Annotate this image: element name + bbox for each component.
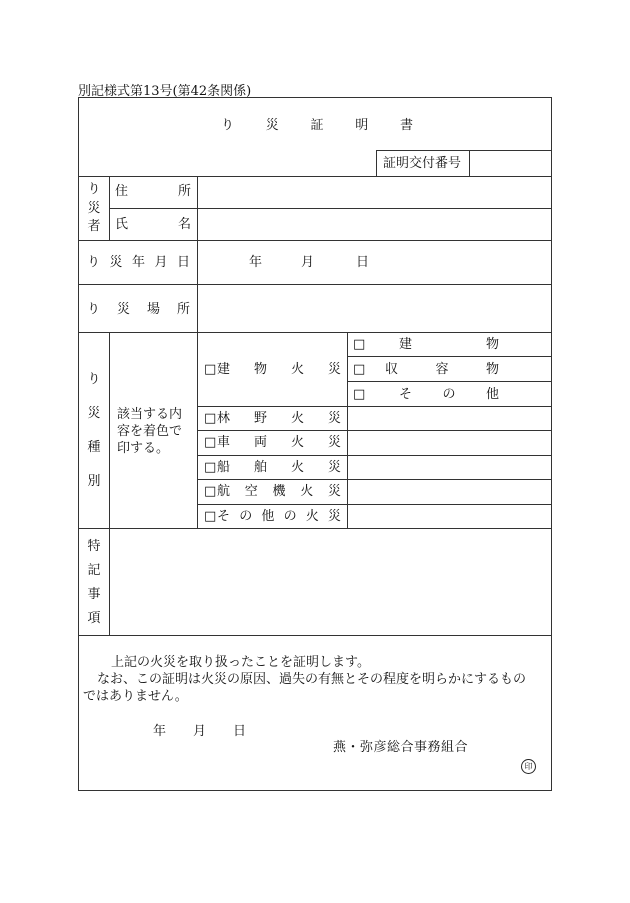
checkbox-icon[interactable]: □ [204, 484, 217, 499]
sub-option-building: 建 物 [399, 337, 499, 352]
remarks-field[interactable] [110, 529, 551, 634]
option-vehicle-fire: 車 両 火 災 [217, 435, 341, 450]
form-caption: 別記様式第13号(第42条関係) [78, 84, 252, 99]
date-month: 月 [301, 255, 315, 270]
option-ship-fire: 船 舶 火 災 [217, 460, 341, 475]
certificate-number-label: 証明交付番号 [383, 156, 462, 171]
issuer-name: 燕・弥彦総合事務組合 [333, 740, 469, 755]
name-field[interactable] [198, 209, 551, 239]
address-field[interactable] [198, 177, 551, 207]
disaster-place-label: り 災 場 所 [87, 302, 190, 317]
option-forest-fire: 林 野 火 災 [217, 411, 341, 426]
checkbox-icon[interactable]: □ [353, 387, 366, 402]
date-year: 年 [249, 255, 263, 270]
certificate-number-field[interactable] [470, 151, 550, 175]
type-instruction: 該当する内 容を着色で 印する。 [117, 407, 183, 456]
checkbox-icon[interactable]: □ [353, 362, 366, 377]
issue-month: 月 [193, 724, 207, 739]
sub-option-contents: 収 容 物 [385, 362, 499, 377]
disaster-certificate-form [78, 97, 552, 791]
checkbox-icon[interactable]: □ [204, 509, 217, 524]
disaster-date-label: り 災 年 月 日 [87, 255, 190, 270]
issue-day: 日 [233, 724, 247, 739]
checkbox-icon[interactable]: □ [204, 435, 217, 450]
certification-line-2: なお、この証明は火災の原因、過失の有無とその程度を明らかにするもの [97, 672, 527, 687]
date-day: 日 [356, 255, 370, 270]
checkbox-icon[interactable]: □ [204, 460, 217, 475]
option-other-fire: そ の 他 の 火 災 [217, 509, 341, 524]
remarks-label: 特 記 事 項 [87, 539, 101, 626]
checkbox-icon[interactable]: □ [204, 411, 217, 426]
option-aircraft-fire: 航 空 機 火 災 [217, 484, 341, 499]
address-label: 住 所 [115, 184, 191, 199]
issue-year: 年 [153, 724, 167, 739]
checkbox-icon[interactable]: □ [353, 337, 366, 352]
certification-line-3: ではありません。 [83, 689, 188, 704]
certification-line-1: 上記の火災を取り扱ったことを証明します。 [111, 655, 370, 670]
sub-option-other: そ の 他 [399, 387, 499, 402]
disaster-place-field[interactable] [198, 285, 551, 331]
option-building-fire: 建 物 火 災 [217, 362, 341, 377]
seal-icon: 印 [521, 759, 536, 774]
disaster-type-label: り 災 種 別 [87, 372, 101, 489]
checkbox-icon[interactable]: □ [204, 362, 217, 377]
form-title: り 災 証 明 書 [221, 118, 413, 133]
name-label: 氏 名 [115, 217, 191, 232]
victim-label: り 災 者 [87, 182, 101, 234]
